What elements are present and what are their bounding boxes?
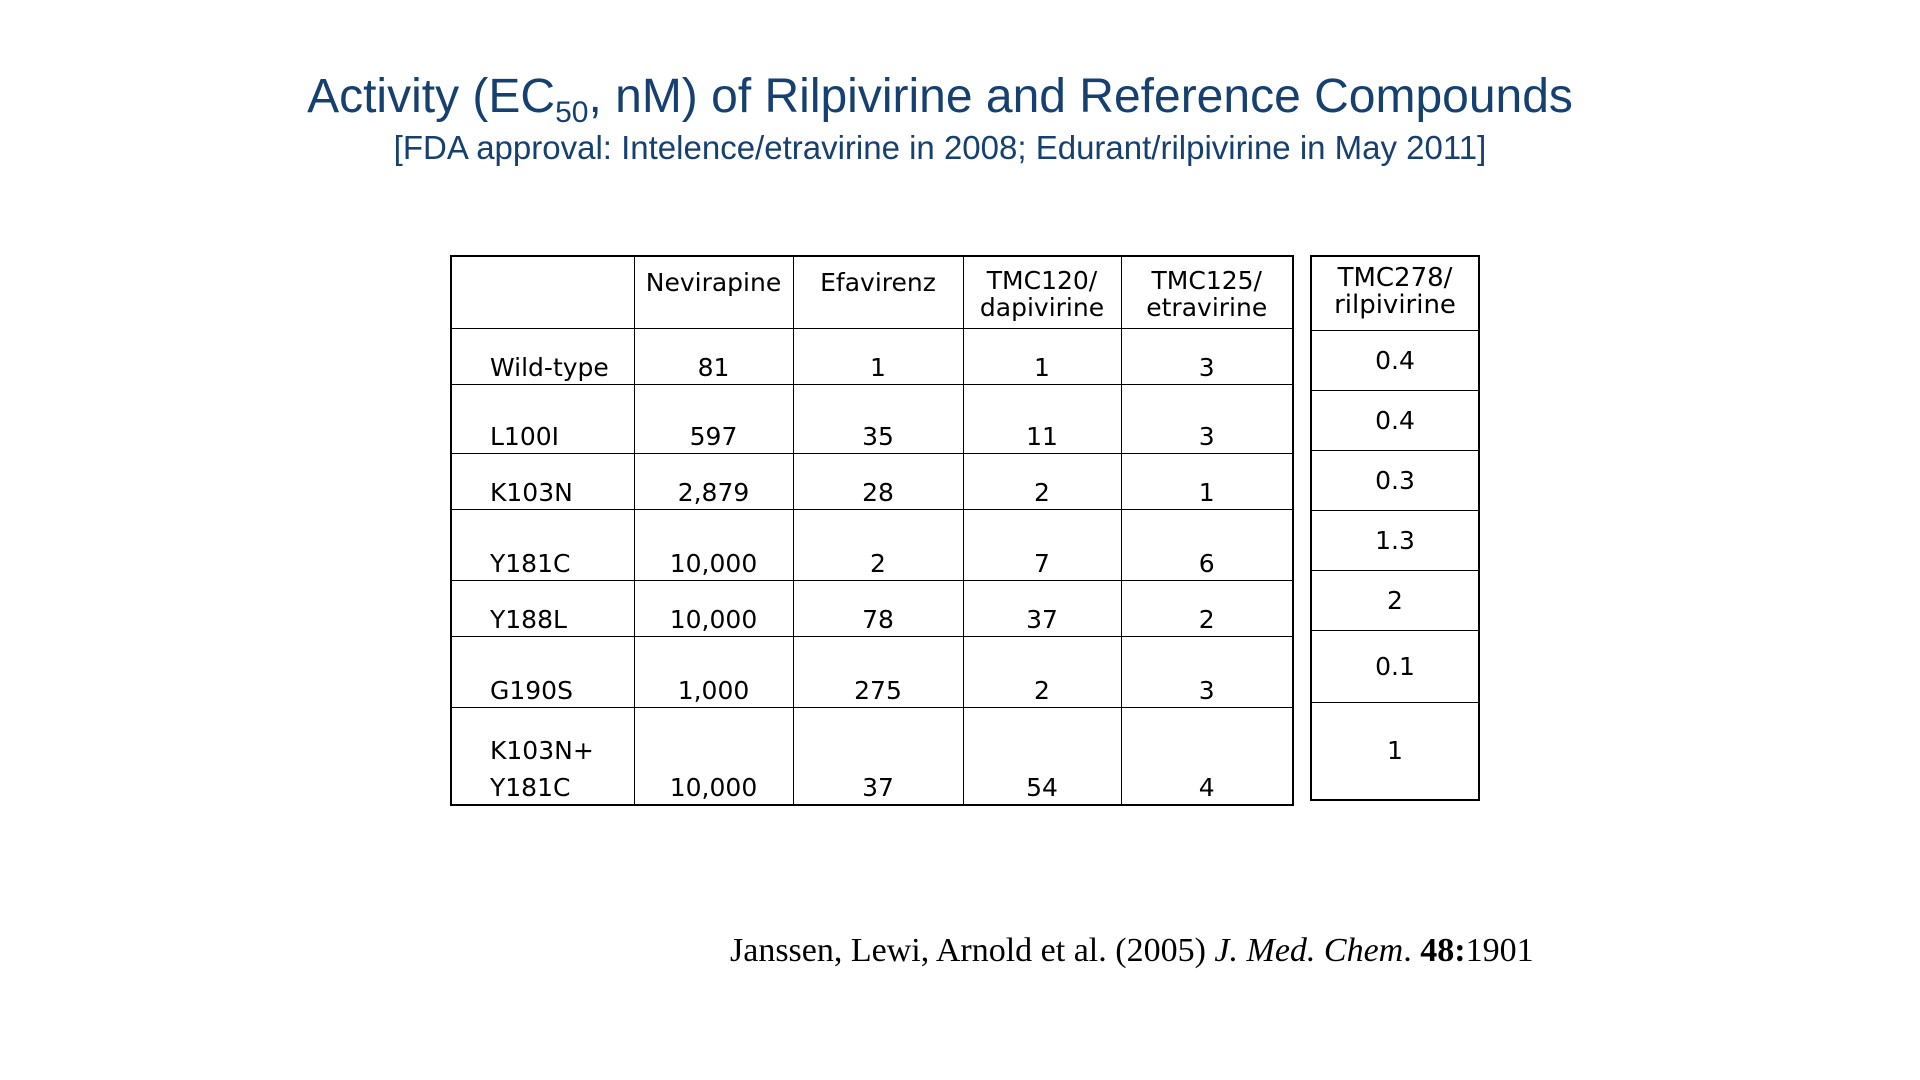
cell-value: 6 bbox=[1121, 509, 1292, 580]
slide-title bbox=[0, 68, 1880, 129]
cell-value: 1,000 bbox=[634, 636, 793, 707]
citation-page: 1901 bbox=[1465, 932, 1534, 969]
citation-period: . bbox=[1403, 932, 1421, 969]
cell-value: 78 bbox=[793, 580, 963, 636]
table-row bbox=[1312, 570, 1478, 630]
header-tmc125: TMC125/ etravirine bbox=[1121, 257, 1292, 328]
table-row bbox=[452, 328, 1292, 384]
row-label-wild-type: Wild-type bbox=[452, 328, 634, 384]
row-label-k103n-y181c: K103N+ Y181C bbox=[452, 707, 634, 804]
table-row bbox=[452, 384, 1292, 453]
cell-value: 35 bbox=[793, 384, 963, 453]
cell-value: 10,000 bbox=[634, 707, 793, 804]
cell-value: 3 bbox=[1121, 384, 1292, 453]
title-subscript: 50 bbox=[555, 96, 589, 129]
cell-value: 2 bbox=[1121, 580, 1292, 636]
table-row bbox=[452, 707, 1292, 804]
cell-value: 2,879 bbox=[634, 453, 793, 509]
citation bbox=[730, 932, 1534, 970]
citation-journal: J. Med. Chem bbox=[1214, 932, 1404, 969]
cell-value: 2 bbox=[793, 509, 963, 580]
citation-volume: 48: bbox=[1420, 932, 1466, 969]
slide-subtitle: [FDA approval: Intelence/etravirine in 2008; Edurant/rilpivirine in May 2011] bbox=[393, 129, 1487, 166]
rilpivirine-table bbox=[1310, 255, 1480, 801]
citation-authors: Janssen, Lewi, Arnold et al. (2005) bbox=[730, 932, 1215, 969]
cell-value: 0.3 bbox=[1312, 450, 1478, 510]
table-header-row bbox=[452, 257, 1292, 328]
cell-value: 3 bbox=[1121, 636, 1292, 707]
table-row bbox=[1312, 450, 1478, 510]
cell-value: 54 bbox=[963, 707, 1121, 804]
table-row bbox=[1312, 330, 1478, 390]
cell-value: 37 bbox=[963, 580, 1121, 636]
table-row bbox=[1312, 510, 1478, 570]
cell-value: 1 bbox=[1312, 702, 1478, 799]
cell-value: 81 bbox=[634, 328, 793, 384]
cell-value: 10,000 bbox=[634, 509, 793, 580]
cell-value: 2 bbox=[963, 453, 1121, 509]
table-row bbox=[1312, 702, 1478, 799]
cell-value: 275 bbox=[793, 636, 963, 707]
rilpivirine-header-row bbox=[1312, 257, 1478, 330]
table-row bbox=[452, 509, 1292, 580]
row-label-l100i: L100I bbox=[452, 384, 634, 453]
table-row bbox=[1312, 630, 1478, 702]
cell-value: 0.1 bbox=[1312, 630, 1478, 702]
row-label-g190s: G190S bbox=[452, 636, 634, 707]
cell-value: 1.3 bbox=[1312, 510, 1478, 570]
ec50-table bbox=[450, 255, 1294, 806]
header-efavirenz: Efavirenz bbox=[793, 257, 963, 328]
header-nevirapine: Nevirapine bbox=[634, 257, 793, 328]
table-row bbox=[452, 580, 1292, 636]
cell-value: 28 bbox=[793, 453, 963, 509]
cell-value: 1 bbox=[1121, 453, 1292, 509]
cell-value: 7 bbox=[963, 509, 1121, 580]
row-label-k103n: K103N bbox=[452, 453, 634, 509]
cell-value: 597 bbox=[634, 384, 793, 453]
cell-value: 0.4 bbox=[1312, 330, 1478, 390]
cell-value: 11 bbox=[963, 384, 1121, 453]
cell-value: 1 bbox=[793, 328, 963, 384]
table-row bbox=[452, 453, 1292, 509]
table-row bbox=[452, 636, 1292, 707]
cell-value: 2 bbox=[1312, 570, 1478, 630]
row-label-y188l: Y188L bbox=[452, 580, 634, 636]
cell-value: 4 bbox=[1121, 707, 1292, 804]
cell-value: 0.4 bbox=[1312, 390, 1478, 450]
title-prefix: Activity (EC bbox=[307, 70, 556, 123]
header-tmc120: TMC120/ dapivirine bbox=[963, 257, 1121, 328]
title-suffix: , nM) of Rilpivirine and Reference Compounds bbox=[588, 70, 1573, 123]
cell-value: 2 bbox=[963, 636, 1121, 707]
cell-value: 37 bbox=[793, 707, 963, 804]
row-label-y181c: Y181C bbox=[452, 509, 634, 580]
table-row bbox=[1312, 390, 1478, 450]
cell-value: 1 bbox=[963, 328, 1121, 384]
header-empty-cell bbox=[452, 257, 634, 328]
cell-value: 10,000 bbox=[634, 580, 793, 636]
cell-value: 3 bbox=[1121, 328, 1292, 384]
header-tmc278: TMC278/ rilpivirine bbox=[1312, 257, 1478, 330]
